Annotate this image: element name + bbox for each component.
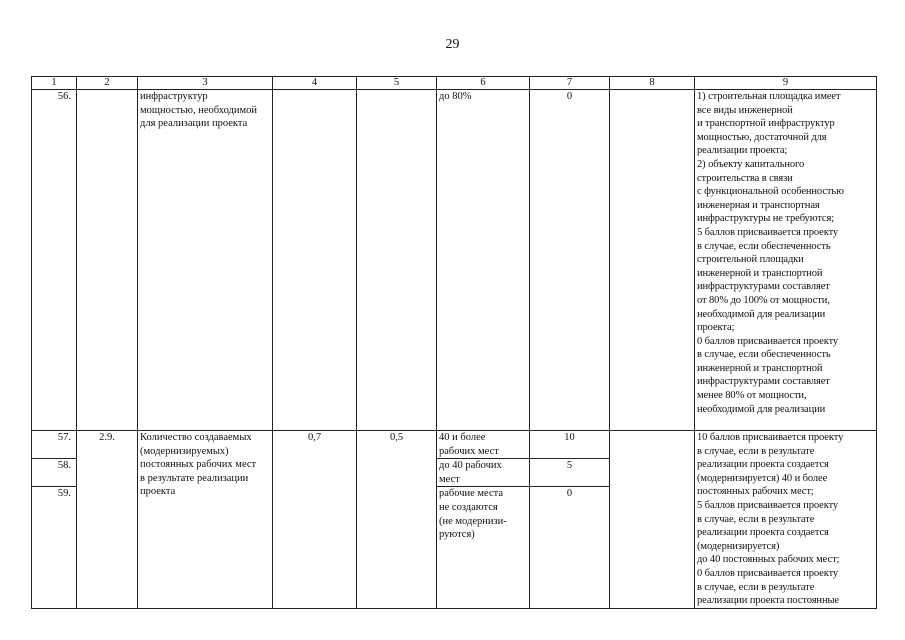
header-cell: 3 xyxy=(138,77,273,90)
header-row xyxy=(32,77,877,90)
header-cell: 7 xyxy=(530,77,610,90)
score-value: 0 xyxy=(530,90,610,431)
weight-a-value: 0,7 xyxy=(273,431,357,609)
condition-text: 40 и более рабочих мест xyxy=(437,431,530,459)
row-number: 59. xyxy=(32,487,77,609)
empty-cell xyxy=(610,90,695,431)
row-number: 56. xyxy=(32,90,77,431)
header-cell: 8 xyxy=(610,77,695,90)
criterion-code: 2.9. xyxy=(77,431,138,609)
row-number: 57. xyxy=(32,431,77,459)
header-cell: 9 xyxy=(695,77,877,90)
criterion-text: Количество создаваемых (модернизируемых) постоянных рабочих мест в результате реализации проекта xyxy=(138,431,273,609)
condition-text: до 80% xyxy=(437,90,530,431)
criteria-table xyxy=(31,76,877,609)
score-value: 10 xyxy=(530,431,610,459)
table-row-57 xyxy=(32,431,877,459)
header-cell: 1 xyxy=(32,77,77,90)
header-cell: 4 xyxy=(273,77,357,90)
page-number: 29 xyxy=(445,37,460,52)
weight-b-cell xyxy=(357,90,437,431)
header-cell: 2 xyxy=(77,77,138,90)
description-text: 10 баллов присваивается проекту в случае, если в результате реализации проекта создается (модернизируется) 40 и более постоянных рабочих мест; 5 баллов присваивается проекту в случае, если в результате реализации проекта создается (модернизируется) до 40 постоянных рабочих мест; 0 баллов присваивается проекту в случае, если в результате реализации проекта постоянные xyxy=(695,431,877,609)
weight-b-value: 0,5 xyxy=(357,431,437,609)
header-cell: 5 xyxy=(357,77,437,90)
criterion-text: инфраструктур мощностью, необходимой для реализации проекта xyxy=(138,90,273,431)
header-cell: 6 xyxy=(437,77,530,90)
score-value: 5 xyxy=(530,459,610,487)
description-text: 1) строительная площадка имеет все виды инженерной и транспортной инфраструктур мощностью, достаточной для реализации проекта; 2) объекту капитального строительства в связи с функциональной особенностью инженерная и транспортная инфраструктуры не требуются; 5 баллов присваивается проекту в случае, если обеспеченность строительной площадки инженерной и транспортной инфраструктурами составляет от 80% до 100% от мощности, необходимой для реализации проекта; 0 баллов присваивается проекту в случае, если обеспеченность инженерной и транспортной инфраструктурами составляет менее 80% от мощности, необходимой для реализации xyxy=(695,90,877,431)
table-row-56 xyxy=(32,90,877,431)
row-number: 58. xyxy=(32,459,77,487)
criterion-code-cell xyxy=(77,90,138,431)
weight-a-cell xyxy=(273,90,357,431)
score-value: 0 xyxy=(530,487,610,609)
empty-cell xyxy=(610,431,695,609)
condition-text: рабочие места не создаются (не модернизи- руются) xyxy=(437,487,530,609)
condition-text: до 40 рабочих мест xyxy=(437,459,530,487)
